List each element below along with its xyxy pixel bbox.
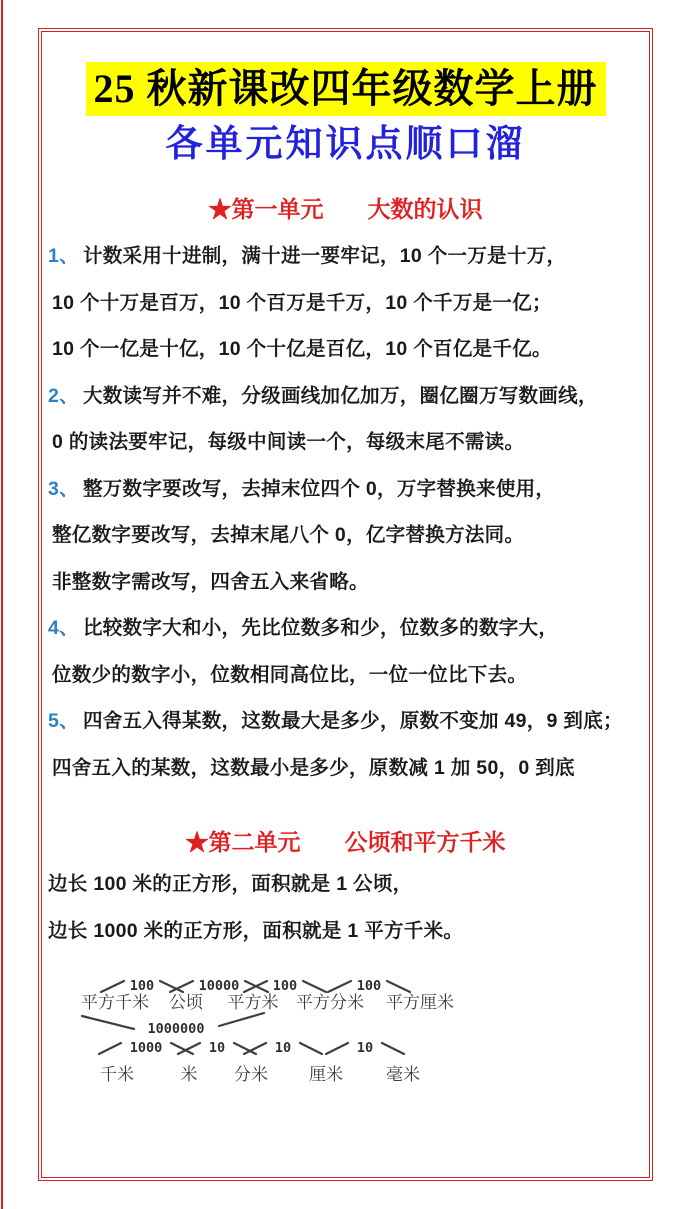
unit2-lines bbox=[48, 861, 643, 954]
line-number: 4、 bbox=[48, 617, 79, 639]
length-unit-labels bbox=[100, 1065, 420, 1084]
length-unit-label: 米 bbox=[180, 1065, 198, 1084]
length-factor-label: 10 bbox=[356, 1040, 374, 1056]
area-factor-label: 100 bbox=[272, 978, 298, 994]
area-unit-label: 平方分米 bbox=[296, 993, 364, 1012]
length-unit-label: 千米 bbox=[100, 1065, 134, 1084]
rhyme-line bbox=[48, 698, 643, 745]
line-number: 1、 bbox=[48, 245, 79, 267]
left-edge-border bbox=[1, 0, 3, 1209]
unit1-lines bbox=[48, 233, 643, 791]
line-text: 边长 1000 米的正方形，面积就是 1 平方千米。 bbox=[48, 919, 464, 942]
line-text: 10 个十万是百万，10 个百万是千万，10 个千万是一亿； bbox=[52, 291, 552, 314]
area-factor-label: 100 bbox=[356, 978, 382, 994]
line-text: 整万数字要改写，去掉末位四个 0，万字替换来使用， bbox=[82, 477, 556, 500]
line-text: 位数少的数字小，位数相同高位比，一位一位比下去。 bbox=[52, 663, 528, 686]
rhyme-line bbox=[48, 861, 643, 908]
rhyme-line bbox=[48, 373, 643, 420]
length-unit-label: 毫米 bbox=[386, 1065, 420, 1084]
area-unit-labels bbox=[81, 993, 454, 1012]
unit2-title: 公顷和平方千米 bbox=[344, 829, 506, 855]
rhyme-line bbox=[48, 652, 643, 699]
length-factor-label: 10 bbox=[208, 1040, 226, 1056]
unit-conversion-diagram bbox=[38, 976, 643, 1090]
rhyme-line bbox=[48, 326, 643, 373]
rhyme-line bbox=[48, 908, 643, 955]
line-text: 10 个一亿是十亿，10 个十亿是百亿，10 个百亿是千亿。 bbox=[52, 338, 552, 360]
area-factor-label: 10000 bbox=[198, 978, 240, 994]
rhyme-line bbox=[48, 512, 643, 559]
line-text: 边长 100 米的正方形，面积就是 1 公顷， bbox=[48, 873, 413, 895]
doc-title: 25 秋新课改四年级数学上册 bbox=[86, 62, 606, 116]
line-text: 四舍五入得某数，这数最大是多少，原数不变加 49，9 到底； bbox=[82, 710, 623, 732]
title-wrap bbox=[48, 62, 643, 116]
rhyme-line bbox=[48, 280, 643, 327]
unit2-header bbox=[48, 827, 643, 857]
line-text: 计数采用十进制，满十进一要牢记，10 个一万是十万， bbox=[82, 245, 567, 267]
area-unit-label: 平方厘米 bbox=[386, 993, 454, 1012]
line-text: 比较数字大和小，先比位数多和少，位数多的数字大， bbox=[82, 617, 559, 639]
line-number: 3、 bbox=[48, 477, 79, 500]
rhyme-line bbox=[48, 233, 643, 280]
line-text: 四舍五入的某数，这数最小是多少，原数减 1 加 50，0 到底 bbox=[52, 756, 575, 779]
line-text: 整亿数字要改写，去掉末尾八个 0，亿字替换方法同。 bbox=[52, 524, 525, 546]
rhyme-line bbox=[48, 419, 643, 466]
page-border bbox=[38, 28, 653, 1181]
rhyme-line bbox=[48, 605, 643, 652]
length-factor-label: 1000 bbox=[129, 1040, 163, 1056]
length-factor-label: 10 bbox=[274, 1040, 292, 1056]
area-unit-label: 平方千米 bbox=[81, 993, 149, 1012]
rhyme-line bbox=[48, 559, 643, 606]
line-text: 0 的读法要牢记，每级中间读一个，每级末尾不需读。 bbox=[52, 431, 525, 453]
area-bottom-factor-label: 1000000 bbox=[147, 1021, 205, 1037]
rhyme-line bbox=[48, 466, 643, 513]
unit1-badge: ★第一单元 bbox=[208, 196, 324, 222]
unit2-badge: ★第二单元 bbox=[185, 829, 301, 855]
doc-subtitle: 各单元知识点顺口溜 bbox=[165, 124, 526, 165]
area-unit-label: 公顷 bbox=[169, 993, 203, 1012]
line-number: 2、 bbox=[48, 384, 79, 407]
area-unit-label: 平方米 bbox=[227, 993, 279, 1012]
line-number: 5、 bbox=[48, 710, 79, 732]
area-factor-label: 100 bbox=[129, 978, 155, 994]
length-unit-label: 厘米 bbox=[309, 1065, 343, 1084]
unit1-header bbox=[48, 194, 643, 224]
unit1-title: 大数的认识 bbox=[367, 196, 483, 222]
rhyme-line bbox=[48, 745, 643, 792]
unit-conversion-svg bbox=[38, 976, 498, 1090]
line-text: 大数读写并不难，分级画线加亿加万，圈亿圈万写数画线， bbox=[82, 384, 598, 407]
line-text: 非整数字需改写，四舍五入来省略。 bbox=[52, 570, 369, 593]
length-unit-label: 分米 bbox=[234, 1065, 268, 1084]
